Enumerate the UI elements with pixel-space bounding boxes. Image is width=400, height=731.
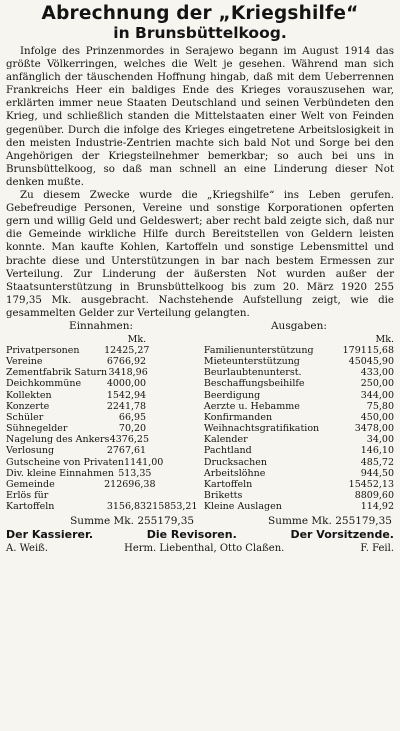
einnahmen-label: Sühnegelder xyxy=(6,423,68,435)
einnahmen-row xyxy=(6,423,196,434)
einnahmen-row xyxy=(6,367,196,378)
einnahmen-subtotal xyxy=(146,390,196,401)
ausgaben-row xyxy=(204,468,394,479)
ausgaben-label: Kartoffeln xyxy=(203,478,253,490)
einnahmen-row xyxy=(6,468,196,479)
summe-ausgaben: Summe Mk. 255179,35 xyxy=(268,515,392,528)
ausgaben-row xyxy=(204,423,394,434)
einnahmen-label: Nagelung des Ankers xyxy=(6,434,110,446)
einnahmen-subtotal: 215853,21 xyxy=(146,501,198,513)
ausgaben-label: Familienunterstützung xyxy=(203,344,314,356)
einnahmen-row xyxy=(6,356,196,367)
ausgaben-amount: 3478,00 xyxy=(354,423,394,435)
einnahmen-amount: 66,95 xyxy=(118,411,147,423)
vorsitzende-name: F. Feil. xyxy=(360,543,394,555)
einnahmen-row xyxy=(6,390,196,401)
einnahmen-label: Konzerte xyxy=(6,400,50,412)
ausgaben-label: Drucksachen xyxy=(203,456,267,468)
einnahmen-label: Div. kleine Einnahmen xyxy=(6,467,114,479)
ausgaben-row xyxy=(204,378,394,389)
einnahmen-header: Einnahmen: xyxy=(69,319,134,332)
einnahmen-unit-label: Mk. xyxy=(127,333,147,345)
einnahmen-row xyxy=(6,401,196,412)
ausgaben-label: Beurlaubtenunterst. xyxy=(203,367,302,379)
ausgaben-amount: 45045,90 xyxy=(348,356,394,368)
ausgaben-label: Arbeitslöhne xyxy=(203,467,266,479)
einnahmen-subtotal xyxy=(146,345,196,356)
ausgaben-label: Kleine Auslagen xyxy=(203,501,282,513)
ausgaben-amount: 179115,68 xyxy=(342,344,394,356)
einnahmen-list xyxy=(6,345,196,512)
einnahmen-row xyxy=(6,345,196,356)
einnahmen-amount: 6766,92 xyxy=(106,356,147,368)
ausgaben-amount: 8809,60 xyxy=(354,490,394,501)
einnahmen-amount: 3418,96 xyxy=(108,367,148,379)
summe-einnahmen: Summe Mk. 255179,35 xyxy=(70,515,195,528)
einnahmen-label: Erlös für xyxy=(6,490,49,501)
ausgaben-row xyxy=(204,401,394,412)
ausgaben-label: Beerdigung xyxy=(203,389,261,401)
ausgaben-label: Kalender xyxy=(203,434,248,446)
revisoren-title: Die Revisoren. xyxy=(146,528,237,542)
einnahmen-row xyxy=(6,490,196,501)
einnahmen-row xyxy=(6,501,196,512)
ausgaben-row xyxy=(204,345,394,356)
revisoren-names: Herm. Liebenthal, Otto Claßen. xyxy=(124,543,285,555)
einnahmen-label: Verlosung xyxy=(6,445,55,457)
ausgaben-row xyxy=(204,412,394,423)
ausgaben-row xyxy=(204,457,394,468)
einnahmen-subtotal xyxy=(146,356,196,367)
ausgaben-amount: 344,00 xyxy=(360,389,394,401)
einnahmen-amount: 12425,27 xyxy=(104,344,150,356)
ausgaben-label: Weihnachtsgratifikation xyxy=(203,423,320,435)
einnahmen-amount: 1542,94 xyxy=(106,389,147,401)
einnahmen-amount: 70,20 xyxy=(118,423,147,435)
article-subtitle: in Brunsbüttelkoog. xyxy=(113,24,287,42)
einnahmen-amount: 1141,00 xyxy=(124,456,164,468)
einnahmen-subtotal xyxy=(146,412,196,423)
einnahmen-subtotal xyxy=(146,445,196,456)
sums-row xyxy=(6,514,394,528)
kassierer-title: Der Kassierer. xyxy=(6,528,94,542)
ausgaben-amount: 250,00 xyxy=(360,378,394,390)
ausgaben-amount: 34,00 xyxy=(366,434,394,446)
ausgaben-row xyxy=(204,390,394,401)
ausgaben-row xyxy=(204,445,394,456)
einnahmen-amount: 2241,78 xyxy=(106,400,147,412)
einnahmen-amount xyxy=(104,490,146,501)
ausgaben-row xyxy=(204,501,394,512)
ausgaben-amount: 485,72 xyxy=(360,456,394,468)
einnahmen-subtotal xyxy=(146,479,196,490)
ausgaben-header: Ausgaben: xyxy=(270,319,327,332)
einnahmen-amount: 4376,25 xyxy=(109,434,149,446)
ausgaben-amount: 450,00 xyxy=(360,411,394,423)
newspaper-article xyxy=(6,0,394,555)
ausgaben-amount: 114,92 xyxy=(360,501,394,513)
einnahmen-amount: 4000,00 xyxy=(106,378,147,390)
ausgaben-row xyxy=(204,367,394,378)
ausgaben-row xyxy=(204,356,394,367)
ausgaben-row xyxy=(204,434,394,445)
ausgaben-label: Pachtland xyxy=(203,445,252,457)
ausgaben-amount: 433,00 xyxy=(360,367,394,379)
einnahmen-label: Deichkommüne xyxy=(6,378,82,390)
einnahmen-subtotal xyxy=(146,401,196,412)
einnahmen-unit-row xyxy=(6,334,196,345)
ausgaben-unit-row xyxy=(204,334,394,345)
einnahmen-row xyxy=(6,457,196,468)
einnahmen-label: Gemeinde xyxy=(6,478,55,490)
einnahmen-amount: 2767,61 xyxy=(106,445,147,457)
article-title: Abrechnung der „Kriegshilfe“ xyxy=(41,3,359,24)
einnahmen-row xyxy=(6,434,196,445)
einnahmen-subtotal xyxy=(149,434,196,445)
ausgaben-list xyxy=(204,345,394,512)
einnahmen-amount: 3156,83 xyxy=(106,501,147,513)
einnahmen-row xyxy=(6,412,196,423)
einnahmen-amount: 212696,38 xyxy=(104,478,156,490)
accounts-headers xyxy=(6,320,394,333)
paragraph-1: Infolge des Prinzenmordes in Serajewo begann im August 1914 das größte Völkerringen, welches die Welt je gesehen. Während man sich anfänglich der täuschenden Hoffnung hingab, daß mit dem Ueberrennen Frankreichs Heer ein baldiges Ende des Krieges vorauszusehen war, erklärten immer neue Staaten Deutschland und seinen Verbündeten den Krieg, und schließlich standen die Mittelstaaten einer Welt von Feinden gegenüber. Durch die infolge des Krieges eingetretene Arbeitslosigkeit in den meisten Industrie-Zentrien machte sich bald Not und Sorge bei den Angehörigen der Kriegsteilnehmer bemerkbar; so auch bei uns in Brunsbüttelkoog, so daß man schnell an eine Linderung dieser Not denken mußte. xyxy=(6,45,394,188)
einnahmen-subtotal xyxy=(146,378,196,389)
ausgaben-label: Aerzte u. Hebamme xyxy=(203,400,300,412)
ausgaben-amount: 146,10 xyxy=(360,445,394,457)
kassierer-name: A. Weiß. xyxy=(6,543,49,555)
ausgaben-amount: 15452,13 xyxy=(348,478,394,490)
einnahmen-subtotal xyxy=(146,490,196,501)
accounts-table xyxy=(6,334,394,512)
einnahmen-subtotal xyxy=(146,423,196,434)
einnahmen-label: Kollekten xyxy=(6,389,52,401)
ausgaben-label: Konfirmanden xyxy=(203,411,273,423)
ausgaben-row xyxy=(204,479,394,490)
einnahmen-amount: 513,35 xyxy=(118,467,152,479)
ausgaben-label: Briketts xyxy=(203,490,243,501)
einnahmen-label: Schüler xyxy=(6,411,44,423)
ausgaben-amount: 75,80 xyxy=(366,400,394,412)
einnahmen-row xyxy=(6,378,196,389)
signature-names xyxy=(6,542,394,555)
vorsitzende-title: Der Vorsitzende. xyxy=(290,528,394,542)
einnahmen-subtotal xyxy=(148,367,196,378)
ausgaben-unit-label: Mk. xyxy=(375,333,394,345)
einnahmen-label: Vereine xyxy=(6,356,43,368)
ausgaben-label: Beschaffungsbeihilfe xyxy=(203,378,305,390)
einnahmen-subtotal xyxy=(163,457,196,468)
einnahmen-label: Privatpersonen xyxy=(6,344,80,356)
einnahmen-label: Gutscheine von Privaten xyxy=(6,456,125,468)
signature-titles xyxy=(6,528,394,542)
ausgaben-row xyxy=(204,490,394,501)
paragraph-2: Zu diesem Zwecke wurde die „Kriegshilfe“ ins Leben gerufen. Gebefreudige Personen, Vereine und sonstige Korporationen opferten gern und willig Geld und Geldeswert; aber recht bald zeigte sich, daß nur die Gemeinde wirkliche Hilfe durch Bereitstellen von Geldern leisten konnte. Man kaufte Kohlen, Kartoffeln und sonstige Lebensmittel und brachte diese und Unterstützungen in bar nach bestem Ermessen zur Verteilung. Zur Linderung der äußersten Not wurden außer der Staatsunterstützung in Brunsbüttelkoog bis zum 20. März 1920 255 179,35 Mk. ausgebracht. Nachstehende Aufstellung zeigt, wie die gesammelten Gelder zur Verteilung gelangten. xyxy=(6,189,394,319)
einnahmen-row xyxy=(6,445,196,456)
ausgaben-column xyxy=(204,334,394,512)
einnahmen-row xyxy=(6,479,196,490)
ausgaben-label: Mieteunterstützung xyxy=(203,356,300,368)
einnahmen-label: Zementfabrik Saturn xyxy=(6,367,108,379)
ausgaben-amount: 944,50 xyxy=(360,467,394,479)
einnahmen-column xyxy=(6,334,196,512)
einnahmen-label: Kartoffeln xyxy=(6,501,55,513)
einnahmen-subtotal xyxy=(151,468,196,479)
